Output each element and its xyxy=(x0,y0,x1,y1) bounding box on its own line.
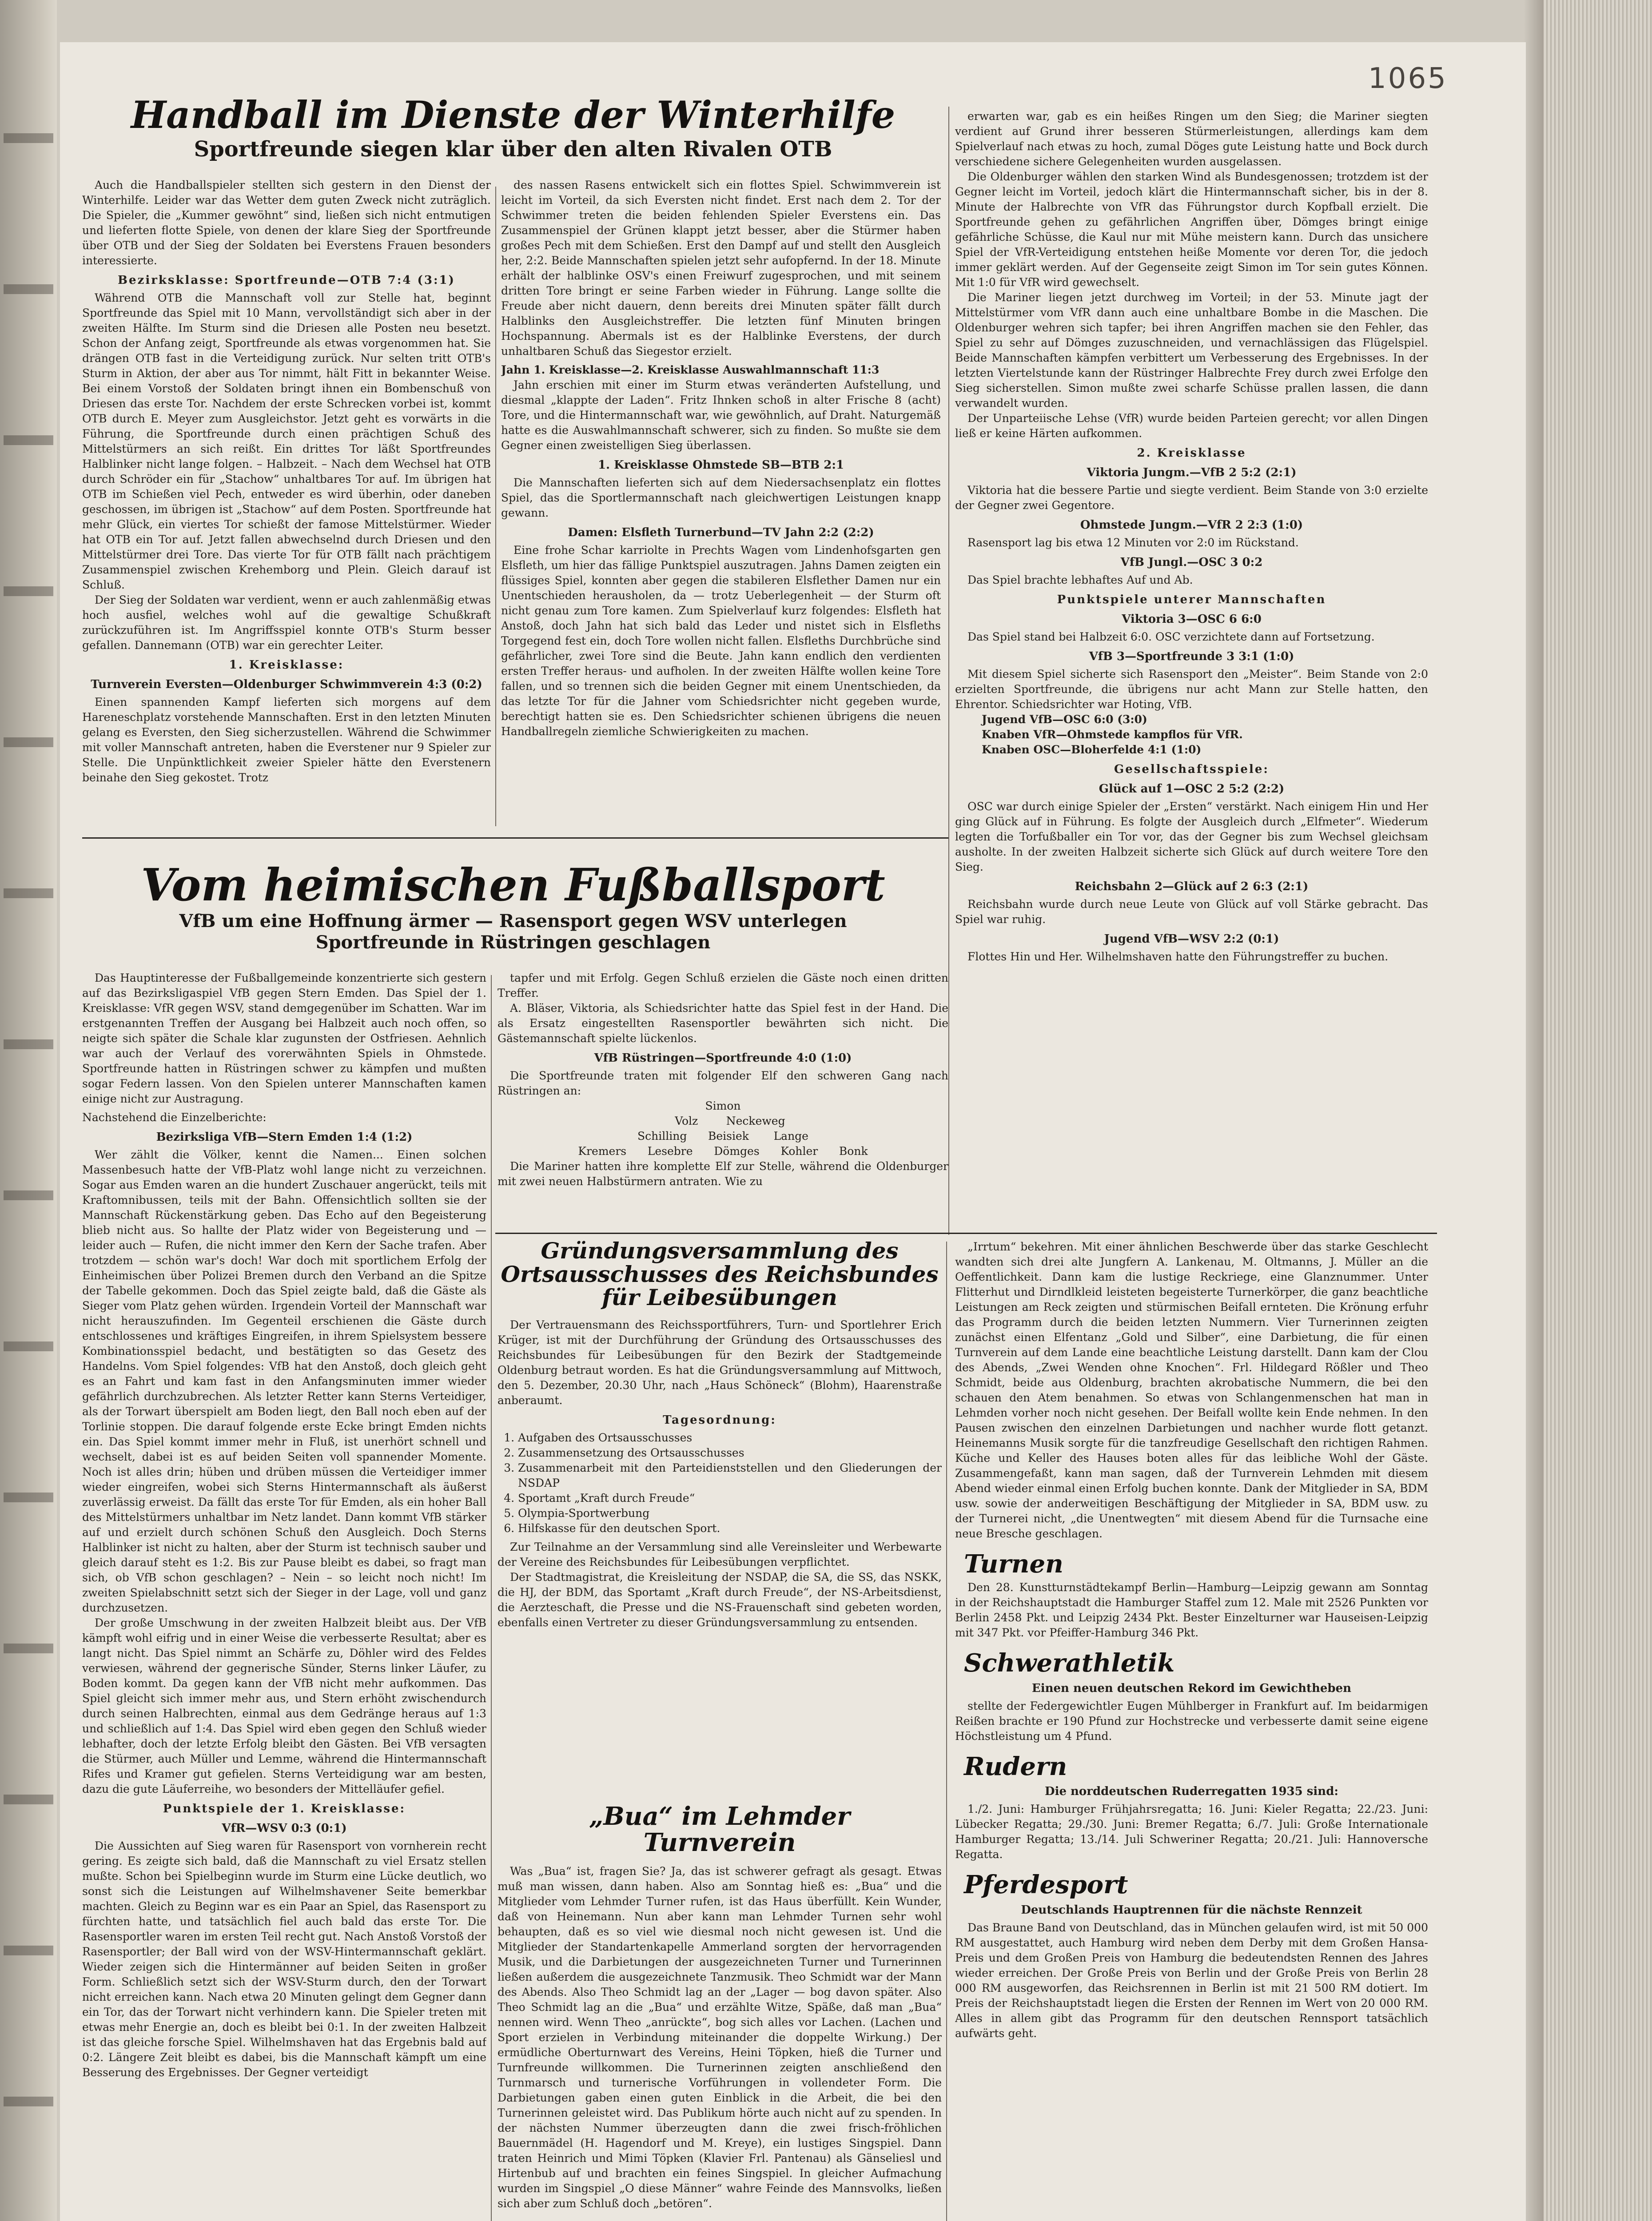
schwerathletik-title: Schwerathletik xyxy=(964,1648,1175,1678)
right-column-bottom xyxy=(955,1239,1428,2221)
bua-title: „Bua“ im Lehmder Turnverein xyxy=(589,1803,850,1857)
article-paragraph: Nachstehend die Einzelberichte: xyxy=(82,1111,267,1124)
result-heading: Bezirksliga VfB—Stern Emden 1:4 (1:2) xyxy=(156,1130,413,1144)
fussball-title: Vom heimischen Fußballsport xyxy=(141,862,885,911)
fussball-header xyxy=(76,862,951,968)
column-rule xyxy=(948,107,949,1235)
turnen-title: Turnen xyxy=(964,1549,1063,1579)
article-paragraph: Während OTB die Mannschaft voll zur Stelle hat, beginnt Sportfreunde das Spiel mit 10 Mann, vervollständigt sich aber in der zweiten Hälfte. Im Sturm sind die Driesen alle Posten neu besetzt. Schon der Anfang zeigt, Sportfreunde als etwas vorgenommen hat. Sie drängen OTB fast in die Verteidigung zurück. Nur selten tritt OTB's Sturm in Aktion, der aber aus Tor nimmt, hält Fitt in bekannter Weise. Bei einem Vorstoß der Soldaten bringt ihnen ein Bombenschuß von Driesen das erste Tor. Nachdem der erste Schrecken vorbei ist, kommt OTB durch E. Meyer zum Ausgleichstor. Jetzt geht es vorwärts in die Führung, die Sportfreunde durch einen prächtigen Schuß des Mittelstürmers an sich reißt. Ein drittes Tor läßt Sportfreundes Halblinker nicht lange folgen. – Halbzeit. – Nach dem Wechsel hat OTB durch Schröder ein für „Stachow“ unhaltbares Tor auf. Im übrigen hat OTB im Schießen viel Pech, entweder es wird überhin, oder daneben geschossen, im übrigen ist „Stachow“ auf dem Posten. Sportfreunde hat mehr Glück, ein viertes Tor schießt der famose Mittelstürmer. Wieder hat OTB ein Tor auf. Jetzt fallen abwechselnd durch Driesen und den Mittelstürmer drei Tore. Das vierte Tor für OTB fällt nach prächtigem Zusammenspiel zwischen Krehemborg und Plein. Gleich darauf ist Schluß. xyxy=(82,291,491,591)
article-paragraph: Die Mannschaften lieferten sich auf dem Niedersachsenplatz ein flottes Spiel, das die Sportlermannschaft nach gleichwertigen Leistungen knapp gewann. xyxy=(501,476,941,519)
article-paragraph: Der Unparteiische Lehse (VfR) wurde beiden Parteien gerecht; vor allen Dingen ließ er keine Härten aufkommen. xyxy=(955,412,1428,440)
article-paragraph: tapfer und mit Erfolg. Gegen Schluß erzielen die Gäste noch einen dritten Treffer. xyxy=(498,971,948,999)
agenda-item: 6. Hilfskasse für den deutschen Sport. xyxy=(518,1521,942,1536)
article-paragraph: Das Braune Band von Deutschland, das in München gelaufen wird, ist mit 50 000 RM ausgestattet, auch Hamburg wird neben dem Derby mit dem Großen Hansa-Preis und dem Großen Preis von Hamburg die bedeutendsten Rennen des Jahres wieder erreichen. Der Große Preis von Berlin und der Große Preis von Berlin 28 000 RM ausgeworfen, das Reichsrennen in Berlin ist mit 21 500 RM dotiert. Im Preis der Reichshauptstadt liegen die Ersten der Rennen im Wert von 20 000 RM. Alles in allem gibt das Programm für den deutschen Rennsport tatsächlich aufwärts geht. xyxy=(955,1921,1428,2040)
article-paragraph: „Irrtum“ bekehren. Mit einer ähnlichen Beschwerde über das starke Geschlecht wandten sich drei alte Jungfern A. Lankenau, M. Oltmanns, J. Müller an die Oeffentlichkeit. Dann kam die lustige Reckriege, eine Glanznummer. Unter Flitterhut und Dirndlkleid leisteten begeisterte Turnerkörper, die ganz beachtliche Leistungen am Reck zeigten und stürmischen Beifall ernteten. Die Krönung erfuhr das Programm durch die beiden letzten Nummern. Vier Turnerinnen zeigten zunächst einen Elfentanz „Gold und Silber“, eine Darbietung, die für einen Turnverein auf dem Lande eine beachtliche Leistung darstellt. Dann kam der Clou des Abends, „Zwei Wenden ohne Knochen“. Frl. Hildegard Rößler und Theo Schmidt, beide aus Oldenburg, brachten akrobatische Nummern, die bei den schauen den Atem benahmen. So etwas von Schlangenmenschen hat man in Lehmden vorher noch nicht gesehen. Der Beifall wollte kein Ende nehmen. In den Pausen zwischen den einzelnen Darbietungen und nachher wurde flott getanzt. Heinemanns Musik sorgte für die tanzfreudige Gesellschaft den richtigen Rahmen. Küche und Keller des Hauses boten alles für das leibliche Wohl der Gäste. Zusammengefaßt, kann man sagen, daß der Turnverein Lehmden mit diesem Abend wieder einmal einen Erfolg buchen konnte. Dank der Mitglieder in SA, BDM usw. sowie der anderweitigen Beschäftigung der Mitglieder in SA, BDM usw. zu der Turnerei nicht, „die Unentwegten“ mit diesem Abend für die Turnsache eine neue Bresche geschlagen. xyxy=(955,1240,1428,1540)
agenda-item: 2. Zusammensetzung des Ortsausschusses xyxy=(518,1445,942,1461)
bua-article xyxy=(498,1803,942,2221)
handball-header xyxy=(76,96,951,184)
article-paragraph: Die Aussichten auf Sieg waren für Rasensport von vornherein recht gering. Es zeigte sich bald, daß die Mannschaft zu viel Ersatz stellen mußte. Schon bei Spielbeginn wurde im Sturm eine Lücke deutlich, wo sonst sich die Leistungen auf Wilhelmshavener Seite bemerkbar machten. Gleich zu Beginn war es ein Paar an Spiel, das Rasensport zu fürchten hatte, und tatsächlich fiel auch bald das erste Tor. Die Rasensportler waren im ersten Teil recht gut. Nach Anstoß Vorstoß der Rasensportler; der Ball wird von der WSV-Hintermannschaft geklärt. Wieder zeigen sich die Hintermänner auf beiden Seiten in großer Form. Schließlich setzt sich der WSV-Sturm durch, den der Torwart nicht erreichen kann. Nach etwa 20 Minuten gelingt dem Gegner dann ein Tor, das der Torwart nicht verhindern kann. Die Spieler treten mit etwas mehr Energie an, doch es bleibt bei 0:1. In der zweiten Halbzeit ist das gleiche forsche Spiel. Wilhelmshaven hat das Ergebnis bald auf 0:2. Längere Zeit bleibt es dabei, bis die Mannschaft kämpft um eine Besserung des Ergebnisses. Der Gegner verteidigt xyxy=(82,1839,486,2079)
gruendung-article xyxy=(498,1239,942,1799)
result-heading: Damen: Elsfleth Turnerbund—TV Jahn 2:2 (2:2) xyxy=(568,526,874,539)
section-rule xyxy=(82,837,948,839)
column-rule xyxy=(495,187,496,826)
result-heading: 1. Kreisklasse Ohmstede SB—BTB 2:1 xyxy=(597,458,844,472)
article-paragraph: Der Sieg der Soldaten war verdient, wenn er auch zahlenmäßig etwas hoch ausfiel, welches wohl auf die gewaltige Schußkraft zurückzuführen ist. Im Angriffsspiel konnte OTB's Sturm besser gefallen. Dannemann (OTB) war ein gerechter Leiter. xyxy=(82,593,491,652)
article-paragraph: Den 28. Kunstturnstädtekampf Berlin—Hamburg—Leipzig gewann am Sonntag in der Reichshauptstadt die Hamburger Staffel zum 12. Male mit 2526 Punkten vor Berlin 2458 Pkt. und Leipzig 2434 Pkt. Bester Einzelturner war Hauseisen-Leipzig mit 347 Pkt. vor Pfeiffer-Hamburg 346 Pkt. xyxy=(955,1580,1428,1639)
result-line: Jugend VfB—OSC 6:0 (3:0) xyxy=(982,713,1147,726)
article-paragraph: Wer zählt die Völker, kennt die Namen... Einen solchen Massenbesuch hatte der VfB-Platz wohl lange nicht zu verzeichnen. Sogar aus Emden waren an die hundert Zuschauer angerückt, teils mit Kraftomnibussen, teils mit der Bahn. Offensichtlich sollten sie der Mannschaft Rückenstärkung geben. Das Echo auf den Begeisterung blieb nicht aus. So hallte der Platz wider von Begeisterung und — leider auch — Rufen, die nicht immer den Kern der Sache trafen. Aber trotzdem — schön war's doch! War doch mit sportlichem Erfolg der Einheimischen über Polizei Bremen durch den Verband an die Spitze der Tabelle gekommen. Doch das Spiel zeigte bald, daß die Gäste als Sieger vom Platz gehen würden. Irgendein Vorteil der Mannschaft war nicht herauszufinden. Im Gegenteil erschienen die Gäste durch entschlossenes und kräftiges Eingreifen, in ihrem Spielsystem bessere Kombinationsspiel bedacht, und bestätigten so das Gesetz des Handelns. Vom Spiel folgendes: VfB hat den Anstoß, doch gleich geht es an Fahrt und kam fast in den Anfangsminuten immer wieder gefährlich durchzubrechen. Als letzter Retter kann Sterns Verteidiger, als der Torwart überspielt am Boden liegt, den Ball noch eben auf der Torlinie stoppen. Die darauf folgende erste Ecke bringt Emden nichts ein. Das Spiel kommt immer mehr in Fluß, ist unerhört schnell und wechselt, dabei ist es auf beiden Seiten voll spannender Momente. Noch ist alles drin; hüben und drüben müssen die Verteidiger immer wieder eingreifen, wobei sich Sterns Hintermannschaft als äußerst zuverlässig erweist. Da fällt das erste Tor für Emden, als ein hoher Ball des Mittelstürmers unhaltbar im Netz landet. Dann kommt VfB stärker auf und erzielt durch schönen Schuß den Ausgleich. Doch Sterns Halblinker ist nicht zu halten, aber der Sturm ist technisch sauber und gleich darauf steht es 1:2. Bis zur Pause bleibt es dabei, so fragt man sich, ob VfB schon geschlagen? – Nein – so leicht noch nicht! Im zweiten Spielabschnitt setzt sich der Sieger in der Lage, voll und ganz durchzusetzen. xyxy=(82,1148,486,1614)
sub-heading: Deutschlands Hauptrennen für die nächste Rennzeit xyxy=(1021,1903,1362,1917)
article-paragraph: Das Spiel stand bei Halbzeit 6:0. OSC verzichtete dann auf Fortsetzung. xyxy=(967,630,1375,643)
sub-heading: Die norddeutschen Ruderregatten 1935 sind: xyxy=(1045,1785,1338,1799)
previous-page-edge xyxy=(0,0,57,2221)
pferdesport-title: Pferdesport xyxy=(964,1870,1128,1900)
fussball-subtitle-2: Sportfreunde in Rüstringen geschlagen xyxy=(315,932,711,953)
article-paragraph: Rasensport lag bis etwa 12 Minuten vor 2:0 im Rückstand. xyxy=(967,536,1299,549)
rudern-title: Rudern xyxy=(964,1751,1067,1781)
column-rule xyxy=(946,1242,947,2221)
section-rule xyxy=(495,1233,1437,1234)
right-column-top xyxy=(955,109,1428,1228)
fussball-subtitle-1: VfB um eine Hoffnung ärmer — Rasensport gegen WSV unterlegen xyxy=(179,911,847,931)
result-heading: Jahn 1. Kreisklasse—2. Kreisklasse Auswahlmannschaft 11:3 xyxy=(501,363,880,376)
agenda-heading: Tagesordnung: xyxy=(663,1413,776,1427)
article-paragraph: des nassen Rasens entwickelt sich ein flottes Spiel. Schwimmverein ist leicht im Vorteil, da sich Eversten nicht findet. Erst nach dem 2. Tor der Schwimmer treten die beiden fehlenden Spieler Everstens ein. Das Zusammenspiel der Grünen klappt jetzt besser, aber die Stürmer haben großes Pech mit dem Schießen. Erst den Dampf auf und stellt den Ausgleich her, 2:2. Beide Mannschaften spielen jetzt sehr aufopfernd. In der 18. Minute erhält der halblinke OSV's einen Freiwurf zugesprochen, und mit seinem dritten Tore bringt er seine Farben wieder in Führung. Lange sollte die Freude aber nicht dauern, denn bereits drei Minuten später fällt durch Halblinks den Ausgleichstreffer. Die letzten fünf Minuten bringen Hochspannung. Abermals ist es der Halblinke Everstens, der durch unhaltbaren Schuß das Siegestor erzielt. xyxy=(501,179,941,358)
result-heading: Turnverein Eversten—Oldenburger Schwimmverein 4:3 (0:2) xyxy=(91,678,482,691)
result-heading: Viktoria 3—OSC 6 6:0 xyxy=(1122,613,1262,626)
result-heading: Jugend VfB—WSV 2:2 (0:1) xyxy=(1104,932,1279,946)
column-rule xyxy=(491,975,492,2221)
result-heading: Glück auf 1—OSC 2 5:2 (2:2) xyxy=(1099,782,1285,796)
article-paragraph: Die Mariner liegen jetzt durchweg im Vorteil; in der 53. Minute jagt der Mittelstürmer vom VfR dann auch eine unhaltbare Bombe in die Maschen. Die Oldenburger wehren sich tapfer; bei ihren Angriffen machen sie den Fehler, das Spiel zu sehr auf Dömges zuzuschneiden, und vernachlässigen das Flügelspiel. Beide Mannschaften kämpfen verbittert um Verbesserung des Ergebnisses. In der letzten Viertelstunde kann der Rüstringer Halbrechte Frey durch zwei Erfolge den Sieg sicherstellen. Simon mußte zwei scharfe Schüsse prallen lassen, die dann verwandelt wurden. xyxy=(955,291,1428,410)
article-paragraph: Der große Umschwung in der zweiten Halbzeit bleibt aus. Der VfB kämpft wohl eifrig und in einer Weise die verbesserte Resultat; aber es langt nicht. Das Spiel nimmt an Schärfe zu, Döhler wird des Feldes verwiesen, während der gegnerische Sünder, Sterns linker Läufer, zu Boden kommt. Da gegen kann der VfB nicht mehr aufkommen. Das Spiel gleicht sich immer mehr aus, und Stern erhöht zwischendurch durch seinen Halbrechten, einmal aus dem Gedränge heraus auf 1:3 und schließlich auf 1:4. Das Spiel wird eben gegen den Schluß wieder lebhafter, doch der letzte Erfolg bleibt den Gästen. Bei VfB versagten die Stürmer, auch Müller und Lemme, während die Hintermannschaft Rifes und Kramer gut gefielen. Sterns Verteidigung war am besten, dazu die gute Läuferreihe, wo besonders der Mittelläufer gefiel. xyxy=(82,1616,486,1795)
handball-column-1 xyxy=(82,178,491,835)
fussball-column-1 xyxy=(82,971,486,2221)
agenda-item: 1. Aufgaben des Ortsausschusses xyxy=(518,1430,942,1445)
section-heading: Punktspiele der 1. Kreisklasse: xyxy=(163,1802,406,1815)
book-page-edges xyxy=(1544,0,1652,2221)
article-paragraph: 1./2. Juni: Hamburger Frühjahrsregatta; 16. Juni: Kieler Regatta; 22./23. Juni: Lübecker Regatta; 29./30. Juni: Bremer Regatta; 6./7. Juli: Große Internationale Hamburger Regatta; 13./14. Juli Schweriner Regatta; 20./21. Juli: Hannoversche Regatta. xyxy=(955,1803,1428,1861)
page-number: 1065 xyxy=(1368,62,1448,95)
result-heading: Reichsbahn 2—Glück auf 2 6:3 (2:1) xyxy=(1075,880,1309,893)
article-paragraph: Mit diesem Spiel sicherte sich Rasensport den „Meister“. Beim Stande von 2:0 erzielten Sportfreunde, die übrigens nur acht Mann zur Stelle hatten, den Ehrentor. Schiedsrichter war Hoting, VfB. xyxy=(955,668,1428,711)
article-paragraph: stellte der Federgewichtler Eugen Mühlberger in Frankfurt auf. Im beidarmigen Reißen brachte er 190 Pfund zur Hochstrecke und verbesserte damit seine eigene Höchstleistung um 4 Pfund. xyxy=(955,1699,1428,1743)
agenda-list xyxy=(498,1430,942,1536)
handball-subtitle: Sportfreunde siegen klar über den alten Rivalen OTB xyxy=(194,137,832,162)
article-paragraph: Das Hauptinteresse der Fußballgemeinde konzentrierte sich gestern auf das Bezirksligaspiel VfB gegen Stern Emden. Das Spiel der 1. Kreisklasse: VfR gegen WSV, stand demgegenüber im Schatten. War im erstgenannten Treffen der Ausgang bei Halbzeit auch noch offen, so neigte sich später die Schale klar zugunsten der Ostfriesen. Aehnlich war auch der Verlauf des vorerwähnten Spiels in Ohmstede. Sportfreunde hatten in Rüstringen schwer zu kämpfen und mußten sogar Federn lassen. Von den Spielen unterer Mannschaften kamen einige nicht zur Austragung. xyxy=(82,971,486,1105)
article-paragraph: Der Vertrauensmann des Reichssportführers, Turn- und Sportlehrer Erich Krüger, ist mit der Durchführung der Gründung des Ortsausschusses des Reichsbundes für Leibesübungen für den Bezirk der Stadtgemeinde Oldenburg betraut worden. Es hat die Gründungsversammlung auf Mittwoch, den 5. Dezember, 20.30 Uhr, nach „Haus Schöneck“ (Blohm), Haarenstraße anberaumt. xyxy=(498,1318,942,1407)
article-paragraph: erwarten war, gab es ein heißes Ringen um den Sieg; die Mariner siegten verdient auf Grund ihrer besseren Stürmerleistungen, allerdings kam dem Spielverlauf nach etwas zu hoch, zumal Döges gute Leistung hatte und Bock durch verschiedene sichere Gelegenheiten wurden ausgelassen. xyxy=(955,110,1428,168)
handball-title: Handball im Dienste der Winterhilfe xyxy=(131,96,896,137)
article-paragraph: Zur Teilnahme an der Versammlung sind alle Vereinsleiter und Werbewarte der Vereine des Reichsbundes für Leibesübungen verpflichtet. xyxy=(498,1540,942,1568)
article-paragraph: Flottes Hin und Her. Wilhelmshaven hatte den Führungstreffer zu buchen. xyxy=(967,950,1389,963)
article-paragraph: Das Spiel brachte lebhaftes Auf und Ab. xyxy=(967,573,1193,586)
article-paragraph: Jahn erschien mit einer im Sturm etwas veränderten Aufstellung, und diesmal „klappte der Laden“. Fritz Ihnken schoß in alter Frische 8 (acht) Tore, und die Hintermannschaft war, wie gewöhnlich, auf Draht. Naturgemäß hatte es die Auswahlmannschaft schwerer, sich zu finden. So mußte sie dem Gegner einen zweistelligen Sieg überlassen. xyxy=(501,378,941,452)
result-heading: Viktoria Jungm.—VfB 2 5:2 (2:1) xyxy=(1087,466,1297,479)
fussball-column-2 xyxy=(498,971,948,1226)
result-heading: VfB Rüstringen—Sportfreunde 4:0 (1:0) xyxy=(594,1051,852,1065)
section-heading: 1. Kreisklasse: xyxy=(229,658,344,672)
agenda-item: 3. Zusammenarbeit mit den Parteidienststellen und den Gliederungen der NSDAP xyxy=(518,1461,942,1491)
article-paragraph: A. Bläser, Viktoria, als Schiedsrichter hatte das Spiel fest in der Hand. Die als Ersatz eingestellten Rasensportler bewährten sich nicht. Die Gästemannschaft spielte lückenlos. xyxy=(498,1002,948,1045)
article-paragraph: OSC war durch einige Spieler der „Ersten“ verstärkt. Nach einigem Hin und Her ging Glück auf in Führung. Es folgte der Ausgleich durch „Elfmeter“. Wiederum legten die Torfußballer ein Tor vor, das der Gegner bis zum Wechsel gleichsam ausholte. In der zweiten Halbzeit sicherte sich Glück auf durch weitere Tore den Sieg. xyxy=(955,800,1428,873)
result-heading: VfB Jungl.—OSC 3 0:2 xyxy=(1120,556,1263,569)
result-heading: VfR—WSV 0:3 (0:1) xyxy=(222,1822,347,1835)
agenda-item: 5. Olympia-Sportwerbung xyxy=(518,1506,942,1521)
result-line: Knaben OSC—Bloherfelde 4:1 (1:0) xyxy=(982,743,1202,756)
article-paragraph: Auch die Handballspieler stellten sich gestern in den Dienst der Winterhilfe. Leider war das Wetter dem guten Zweck nicht zuträglich. Die Spieler, die „Kummer gewöhnt“ sind, ließen sich nicht entmutigen und lieferten flotte Spiele, von denen der klare Sieg der Sportfreunde über OTB und der Sieg der Soldaten bei Everstens Frauen besonders interessierte. xyxy=(82,179,491,267)
article-paragraph: Der Stadtmagistrat, die Kreisleitung der NSDAP, die SA, die SS, das NSKK, die HJ, der BDM, das Sportamt „Kraft durch Freude“, der NS-Arbeitsdienst, die Aerzteschaft, die Presse und die NS-Frauenschaft sind gebeten worden, ebenfalls einen Vertreter zu dieser Gründungsversammlung zu entsenden. xyxy=(498,1570,942,1629)
result-heading: Ohmstede Jungm.—VfR 2 2:3 (1:0) xyxy=(1080,518,1303,532)
article-paragraph: Die Mariner hatten ihre komplette Elf zur Stelle, während die Oldenburger mit zwei neuen Halbstürmern antraten. Wie zu xyxy=(498,1160,948,1188)
article-paragraph: Reichsbahn wurde durch neue Leute von Glück auf voll Stärke gebracht. Das Spiel war ruhig. xyxy=(955,898,1428,926)
article-paragraph: Die Sportfreunde traten mit folgender Elf den schweren Gang nach Rüstringen an: xyxy=(498,1069,948,1097)
result-line: Knaben VfR—Ohmstede kampflos für VfR. xyxy=(982,728,1243,741)
team-lineup: Simon Volz Neckeweg Schilling Beisiek Lange Kremers Lesebre Dömges Kohler Bonk xyxy=(578,1099,868,1158)
section-heading: Punktspiele unterer Mannschaften xyxy=(1057,593,1326,606)
result-heading: Bezirksklasse: Sportfreunde—OTB 7:4 (3:1) xyxy=(118,274,455,287)
handball-column-2 xyxy=(501,178,941,835)
gruendung-title: Gründungsversammlung des Ortsausschusses des Reichsbundes für Leibesübungen xyxy=(501,1239,939,1310)
agenda-item: 4. Sportamt „Kraft durch Freude“ xyxy=(518,1491,942,1506)
result-heading: VfB 3—Sportfreunde 3 3:1 (1:0) xyxy=(1089,650,1294,663)
article-paragraph: Die Oldenburger wählen den starken Wind als Bundesgenossen; trotzdem ist der Gegner leicht im Vorteil, jedoch klärt die Hintermannschaft sicher, bis in der 8. Minute der Halbrechte von VfR das Führungstor durch Kopfball erzielt. Die Sportfreunde gehen zu gefährlichen Angriffen über, Dömges bringt einige gefährliche Schüsse, die Kaul nur mit Mühe meistern kann. Durch das unsichere Spiel der VfR-Verteidigung entstehen heiße Momente vor deren Tor, die jedoch immer geklärt werden. Auf der Gegenseite zeigt Simon im Tor sein gutes Können. Mit 1:0 für VfR wird gewechselt. xyxy=(955,170,1428,289)
section-heading: 2. Kreisklasse xyxy=(1137,446,1246,460)
sub-heading: Einen neuen deutschen Rekord im Gewichtheben xyxy=(1031,1681,1352,1695)
article-paragraph: Einen spannenden Kampf lieferten sich morgens auf dem Hareneschplatz vorstehende Mannschaften. Erst in den letzten Minuten gelang es Eversten, den Sieg sicherzustellen. Während die Schwimmer mit voller Mannschaft antreten, haben die Everstener nur 9 Spieler zur Stelle. Die Unpünktlichkeit zweier Spieler hätte den Everstenern beinahe den Sieg gekostet. Trotz xyxy=(82,696,491,784)
section-heading: Gesellschaftsspiele: xyxy=(1114,763,1269,776)
article-paragraph: Eine frohe Schar karriolte in Prechts Wagen vom Lindenhofsgarten gen Elsfleth, um hier das fällige Punktspiel auszutragen. Jahns Damen zeigten ein flüssiges Spiel, konnten aber gegen die stabileren Elsflether Damen nur ein Unentschieden herausholen, da — trotz Ueberlegenheit — der Sturm oft nicht genau zum Tore kamen. Zum Spielverlauf kurz folgendes: Elsfleth hat Anstoß, doch Jahn hat sich bald das Leder und nistet sich in Elsfleths Torgegend fest ein, doch Tore wollen nicht fallen. Elsfleths Durchbrüche sind gefährlicher, zwei Tore sind die Beute. Jahn kann endlich den verdienten ersten Treffer heraus- und aufholen. In der zweiten Hälfte wollen keine Tore fallen, und so trennen sich die beiden Gegner mit einem Unentschieden, da das letzte Tor für die Jahner vom Schiedsrichter nicht gegeben wurde, berechtigt hatten sie es. Den Schiedsrichter schienen übrigens die neuen Handballregeln ziemliche Schwierigkeiten zu machen. xyxy=(501,544,941,738)
article-paragraph: Viktoria hat die bessere Partie und siegte verdient. Beim Stande von 3:0 erzielte der Gegner zwei Gegentore. xyxy=(955,484,1428,512)
article-paragraph: Was „Bua“ ist, fragen Sie? Ja, das ist schwerer gefragt als gesagt. Etwas muß man wissen, dann haben. Also am Sonntag hieß es: „Bua“ und die Mitglieder vom Lehmder Turner rufen, ist das Haus überfüllt. Kein Wunder, daß von Heinemann. Nun aber kann man Lehmder Turnen sehr wohl behaupten, daß es so viel wie diesmal noch nicht gewesen ist. Und die Mitglieder der Standartenkapelle Ammerland sorgten der hervorragenden Musik, und die Darbietungen der ausgezeichneten Turner und Turnerinnen ließen außerdem die ausgezeichnete Tanzmusik. Theo Schmidt war der Mann des Abends. Also Theo Schmidt lag an der „Lager — bog davon später. Also Theo Schmidt lag an die „Bua“ und erzählte Witze, Späße, daß man „Bua“ nennen wird. Wenn Theo „anrückte“, bog sich alles vor Lachen. (Lachen und Sport erzielen in Verbindung miteinander die doppelte Wirkung.) Der ermüdliche Oberturnwart des Vereins, Heini Töpken, hieß die Turner und Turnfreunde willkommen. Die Turnerinnen zeigten anschließend den Turnmarsch und turnerische Vorführungen in vollendeter Form. Die Darbietungen gaben einen guten Einblick in die Arbeit, die bei den Turnerinnen geleistet wird. Das Publikum hörte auch nicht auf zu spenden. In der nächsten Nummer überzeugten dann die zwei frisch-fröhlichen Bauernmädel (H. Hagendorf und M. Kreye), ein lustiges Singspiel. Dann traten Heinrich und Mimi Töpken (Klavier Frl. Pantenau) als Gänseliesl und Hirtenbub auf und brachten ein feines Singspiel. In gleicher Aufmachung wurden im Singspiel „O diese Männer“ wahre Feinde des Mannsvolks, ließen sich aber zum Schluß doch „betören“. xyxy=(498,1864,942,2210)
